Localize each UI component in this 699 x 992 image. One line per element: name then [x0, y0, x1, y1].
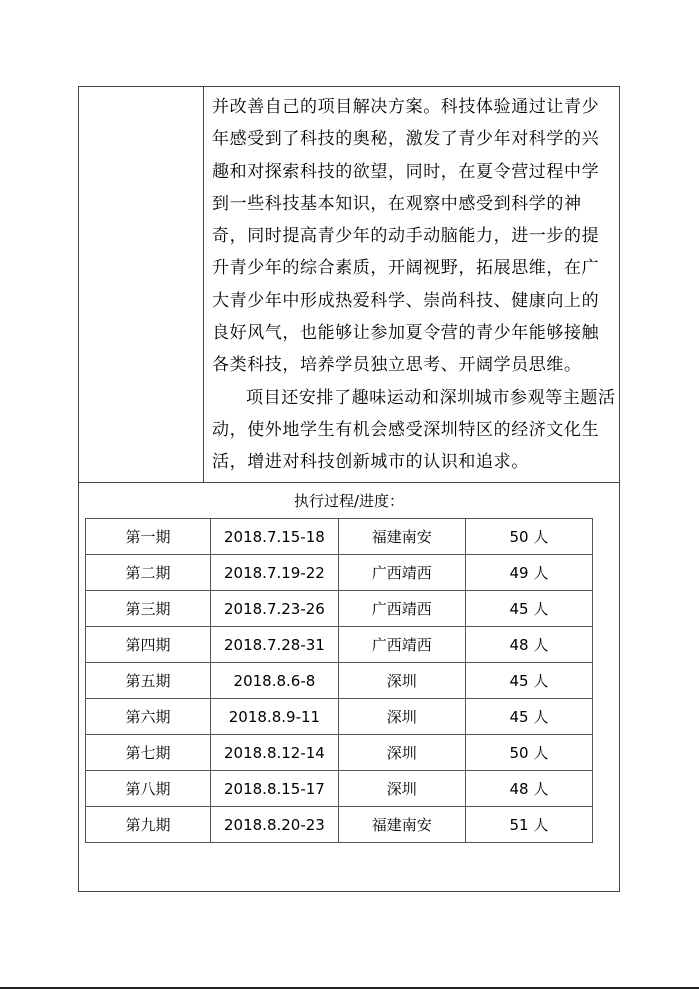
period-cell: 第六期	[86, 699, 211, 735]
period-cell: 第九期	[86, 807, 211, 843]
schedule-row	[86, 591, 593, 627]
location-cell: 深圳	[338, 771, 465, 807]
progress-title: 执行过程/进度：	[293, 492, 405, 510]
dates-cell: 2018.8.12-14	[211, 735, 339, 771]
count-cell: 50 人	[465, 519, 592, 555]
count-cell: 45 人	[465, 591, 592, 627]
dates-cell: 2018.8.15-17	[211, 771, 339, 807]
count-cell: 50 人	[465, 735, 592, 771]
count-cell: 45 人	[465, 699, 592, 735]
schedule-row	[86, 519, 593, 555]
period-cell: 第八期	[86, 771, 211, 807]
description-row	[79, 87, 619, 483]
schedule-row	[86, 663, 593, 699]
location-cell: 福建南安	[338, 807, 465, 843]
dates-cell: 2018.8.20-23	[211, 807, 339, 843]
location-cell: 福建南安	[338, 519, 465, 555]
count-cell: 51 人	[465, 807, 592, 843]
location-cell: 广西靖西	[338, 627, 465, 663]
dates-cell: 2018.7.23-26	[211, 591, 339, 627]
period-cell: 第一期	[86, 519, 211, 555]
label-cell	[79, 87, 204, 482]
schedule-row	[86, 627, 593, 663]
period-cell: 第四期	[86, 627, 211, 663]
count-cell: 49 人	[465, 555, 592, 591]
location-cell: 广西靖西	[338, 555, 465, 591]
dates-cell: 2018.8.9-11	[211, 699, 339, 735]
dates-cell: 2018.7.28-31	[211, 627, 339, 663]
period-cell: 第七期	[86, 735, 211, 771]
schedule-row	[86, 735, 593, 771]
document-frame	[78, 86, 620, 892]
dates-cell: 2018.8.6-8	[211, 663, 339, 699]
description-text	[212, 91, 616, 479]
schedule-row	[86, 771, 593, 807]
schedule-table	[85, 518, 593, 843]
location-cell: 深圳	[338, 663, 465, 699]
period-cell: 第二期	[86, 555, 211, 591]
count-cell: 45 人	[465, 663, 592, 699]
schedule-row	[86, 555, 593, 591]
location-cell: 深圳	[338, 699, 465, 735]
page-bottom-rule	[0, 987, 699, 989]
dates-cell: 2018.7.15-18	[211, 519, 339, 555]
paragraph-1: 并改善自己的项目解决方案。科技体验通过让青少年感受到了科技的奥秘，激发了青少年对科学的兴趣和对探索科技的欲望，同时，在夏令营过程中学到一些科技基本知识，在观察中感受到科学的神奇，同时提高青少年的动手动脑能力，进一步的提升青少年的综合素质，开阔视野，拓展思维，在广大青少年中形成热爱科学、崇尚科技、健康向上的良好风气，也能够让参加夏令营的青少年能够接触各类科技，培养学员独立思考、开阔学员思维。	[212, 97, 600, 376]
schedule-row	[86, 699, 593, 735]
paragraph-2: 项目还安排了趣味运动和深圳城市参观等主题活动，使外地学生有机会感受深圳特区的经济文化生活，增进对科技创新城市的认识和追求。	[212, 387, 616, 473]
schedule-row	[86, 807, 593, 843]
count-cell: 48 人	[465, 771, 592, 807]
dates-cell: 2018.7.19-22	[211, 555, 339, 591]
location-cell: 广西靖西	[338, 591, 465, 627]
period-cell: 第三期	[86, 591, 211, 627]
count-cell: 48 人	[465, 627, 592, 663]
location-cell: 深圳	[338, 735, 465, 771]
period-cell: 第五期	[86, 663, 211, 699]
